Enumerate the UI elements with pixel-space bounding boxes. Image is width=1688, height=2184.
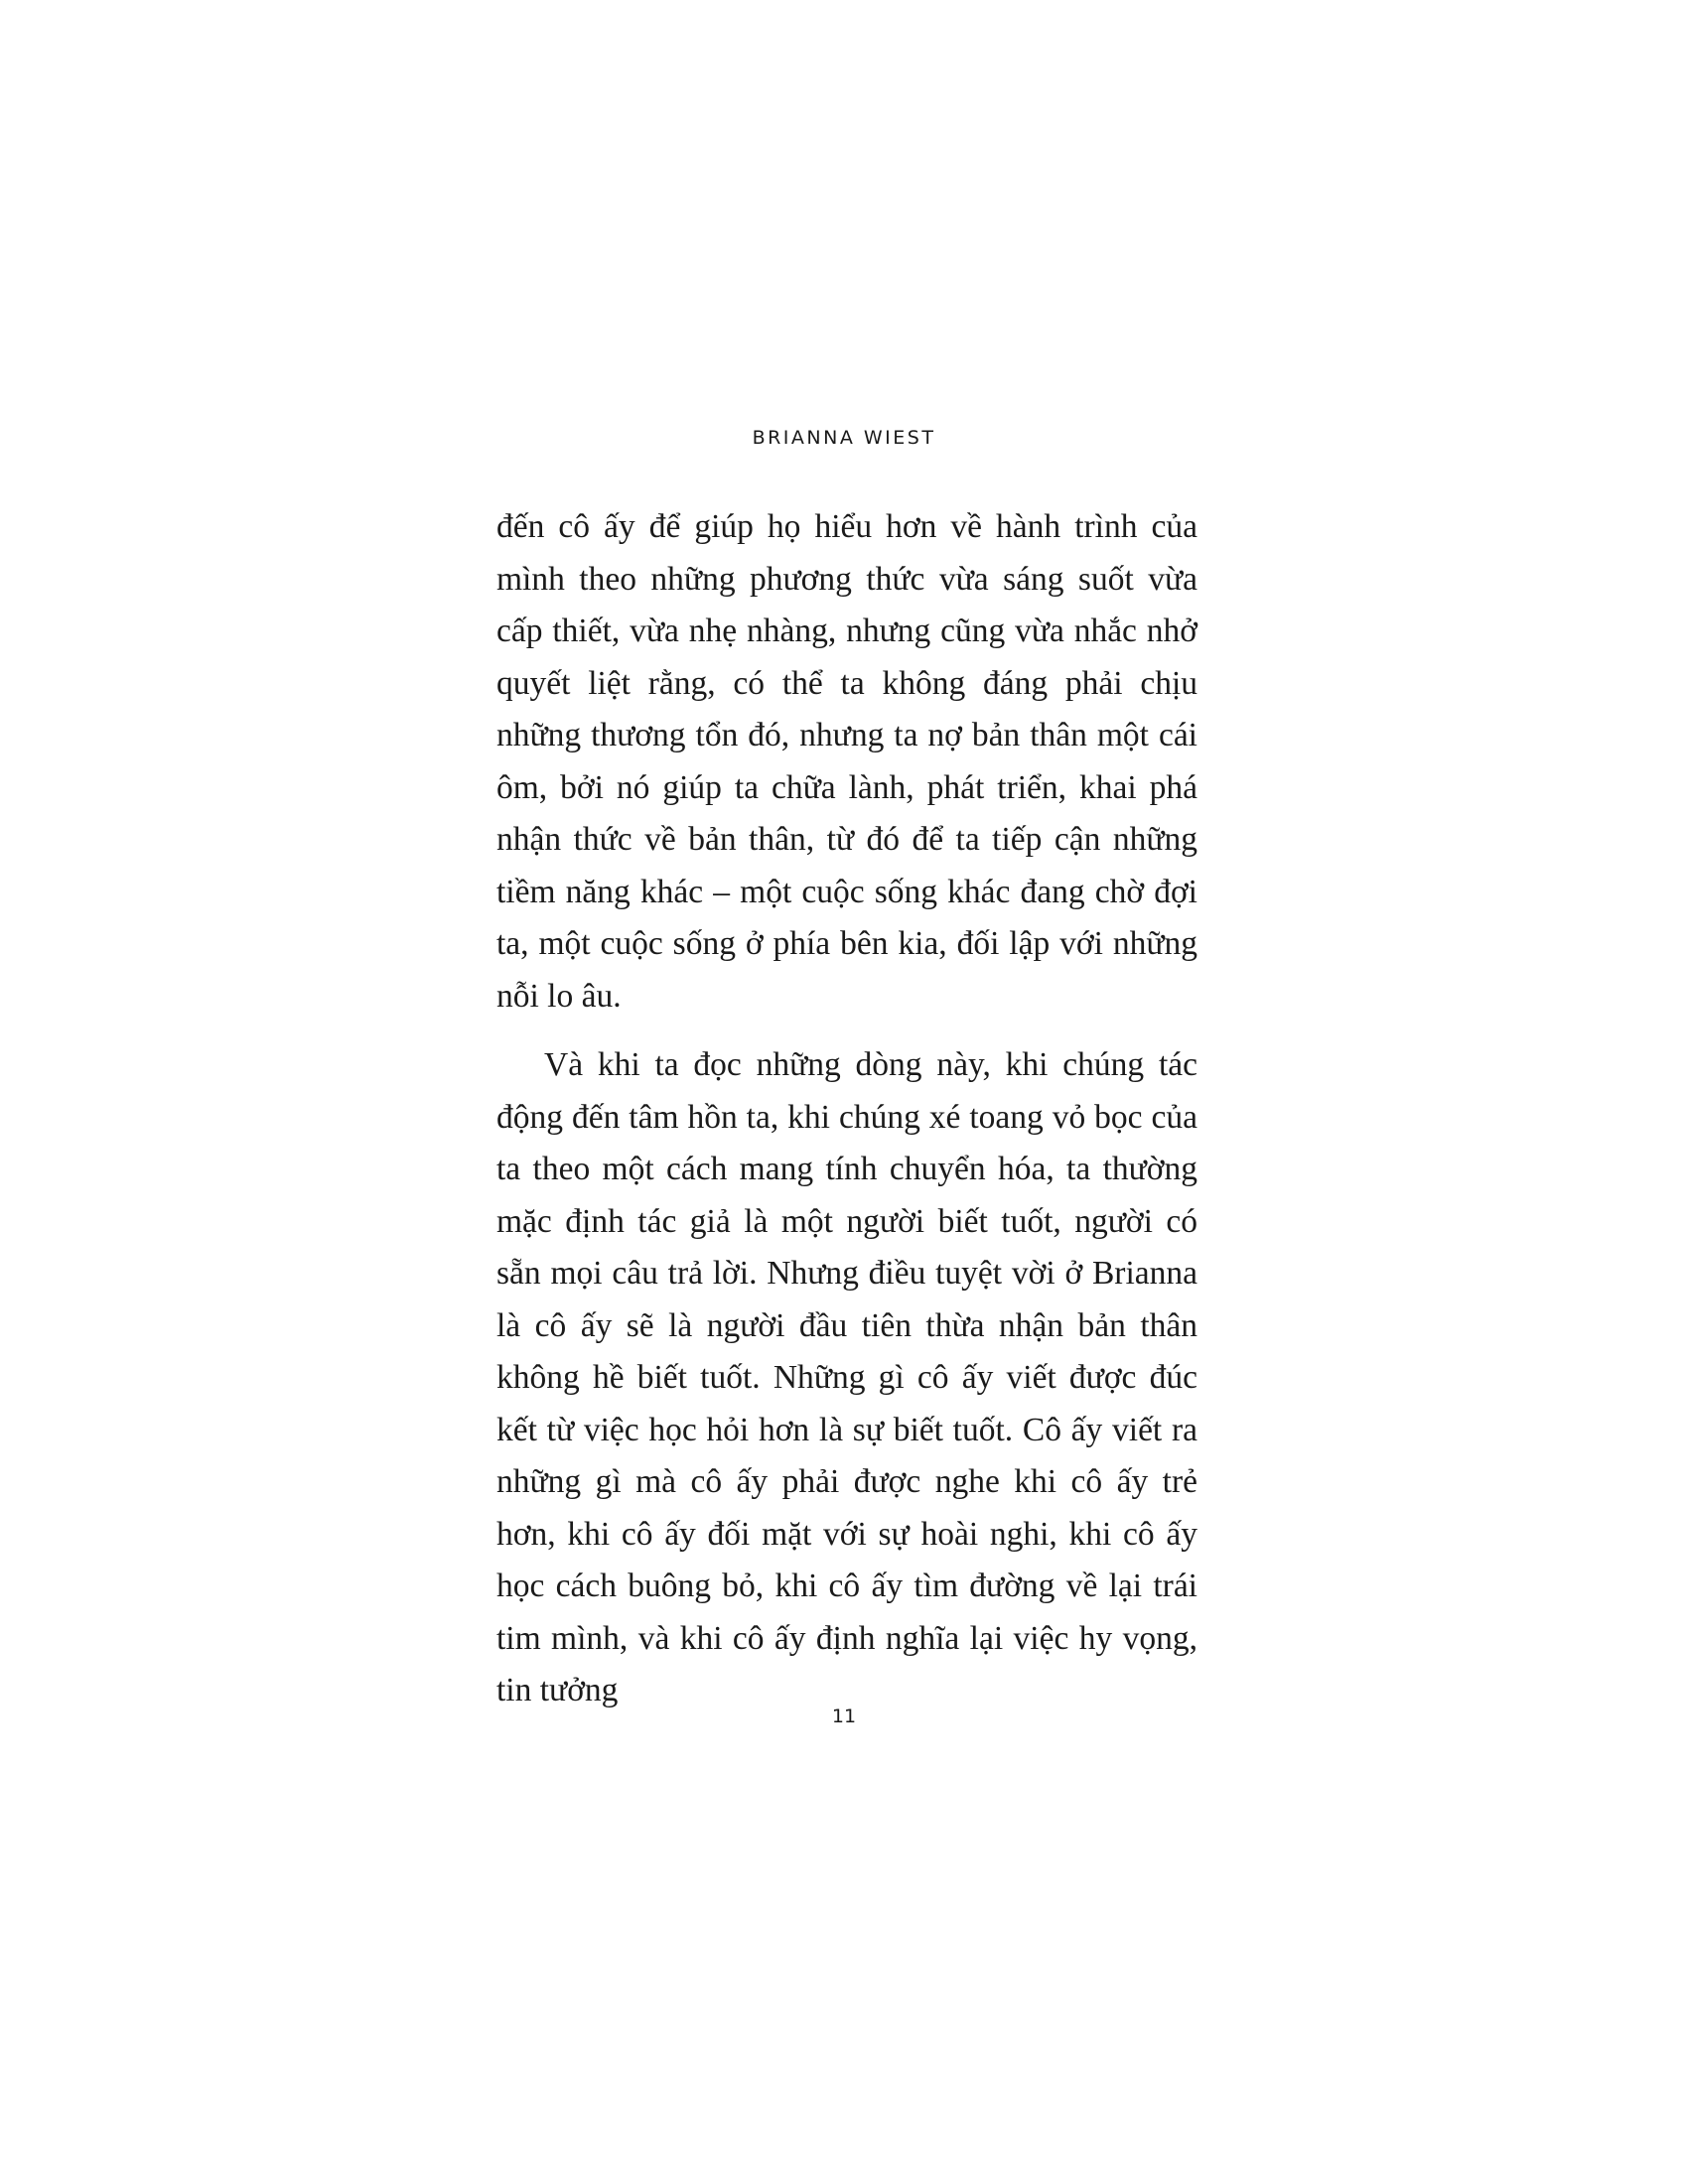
paragraph-1: đến cô ấy để giúp họ hiểu hơn về hành trình của mình theo những phương thức vừa sáng suốt vừa cấp thiết, vừa nhẹ nhàng, nhưng cũng vừa nhắc nhở quyết liệt rằng, có thể ta không đáng phải chịu những thương tổn đó, nhưng ta nợ bản thân một cái ôm, bởi nó giúp ta chữa lành, phát triển, khai phá nhận thức về bản thân, từ đó để ta tiếp cận những tiềm năng khác – một cuộc sống khác đang chờ đợi ta, một cuộc sống ở phía bên kia, đối lập với những nỗi lo âu. (496, 508, 1197, 1015)
running-header: BRIANNA WIEST (752, 427, 936, 449)
page-number: 11 (831, 1706, 857, 1727)
paragraph-2: Và khi ta đọc những dòng này, khi chúng tác động đến tâm hồn ta, khi chúng xé toang vỏ bọc của ta theo một cách mang tính chuyển hóa, ta thường mặc định tác giả là một người biết tuốt, người có sẵn mọi câu trả lời. Nhưng điều tuyệt vời ở Brianna là cô ấy sẽ là người đầu tiên thừa nhận bản thân không hề biết tuốt. Những gì cô ấy viết được đúc kết từ việc học hỏi hơn là sự biết tuốt. Cô ấy viết ra những gì mà cô ấy phải được nghe khi cô ấy trẻ hơn, khi cô ấy đối mặt với sự hoài nghi, khi cô ấy học cách buông bỏ, khi cô ấy tìm đường về lại trái tim mình, và khi cô ấy định nghĩa lại việc hy vọng, tin tưởng (496, 1046, 1197, 1708)
body-text (496, 501, 1197, 1717)
